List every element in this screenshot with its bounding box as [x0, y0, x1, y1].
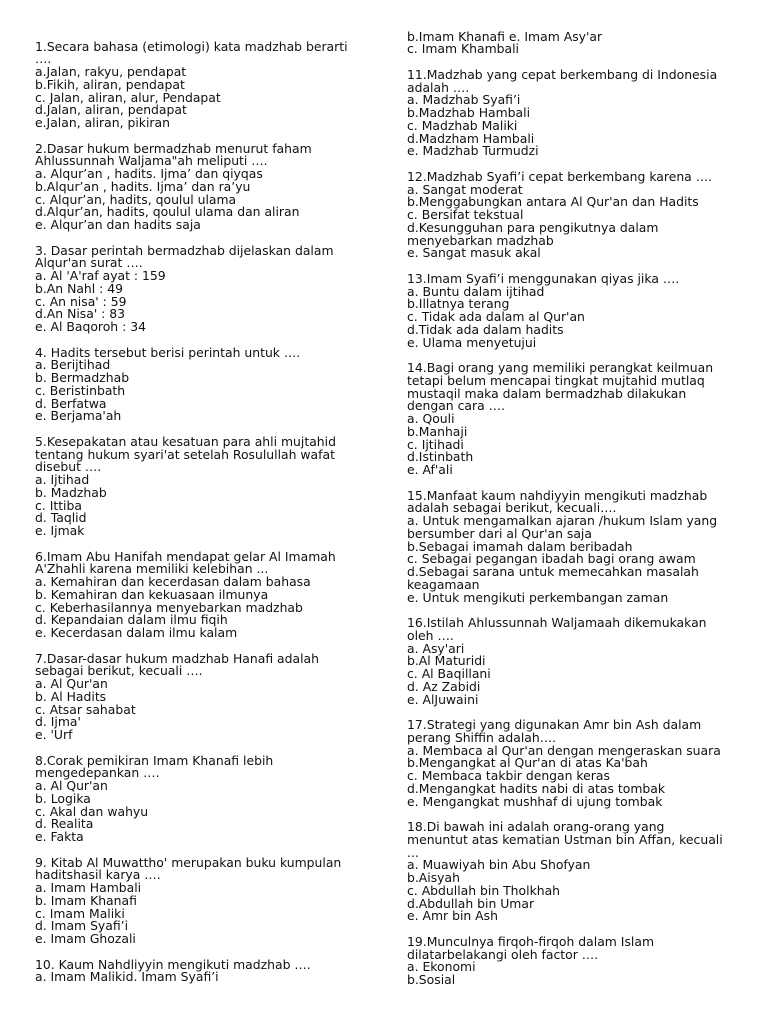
question-stem-line: Alqur'an surat …. — [35, 255, 143, 271]
answer-option-line: a. Untuk mengamalkan ajaran /hukum Islam yang — [407, 513, 718, 528]
answer-option: d. Ijma' — [35, 714, 81, 730]
answer-option: d. Az Zabidi — [407, 678, 481, 694]
answer-option: e. Madzhab Turmudzi — [407, 143, 539, 159]
answer-option: c. Akal dan wahyu — [35, 803, 149, 819]
answer-option: c. Membaca takbir dengan keras — [407, 768, 610, 783]
answer-option: c. Madzhab Maliki — [407, 117, 518, 133]
question-11 — [407, 66, 752, 159]
answer-option: a. Al 'A'raf ayat : 159 — [35, 268, 166, 283]
question-stem-line: 2.Dasar hukum bermadzhab menurut faham — [35, 140, 312, 156]
answer-option: d.An Nisa' : 83 — [35, 306, 126, 322]
answer-option: c. Jalan, aliran, alur, Pendapat — [35, 89, 221, 105]
question-stem-line: 17.Strategi yang digunakan Amr bin Ash dalam — [407, 717, 702, 732]
question-stem-line: 3. Dasar perintah bermadzhab dijelaskan dalam — [35, 242, 334, 258]
answer-option: e. AlJuwaini — [407, 691, 479, 707]
answer-option: b.Sosial — [407, 972, 456, 987]
answer-option: c. Imam Khambali — [407, 41, 519, 57]
answer-option: b.Madzhab Hambali — [407, 105, 531, 120]
question-stem-line: dengan cara …. — [407, 398, 505, 414]
answer-option: b.Aisyah — [407, 870, 460, 885]
question-15 — [407, 487, 752, 605]
answer-option: e. Alqur’an dan hadits saja — [35, 217, 201, 232]
answer-option: a. Imam Hambali — [35, 880, 142, 895]
question-stem-line: tetapi belum mencapai tingkat mujtahid mutlaq — [407, 372, 705, 388]
answer-option: e. Amr bin Ash — [407, 908, 498, 924]
question-13 — [407, 270, 752, 350]
question-3 — [35, 242, 380, 334]
answer-option: b.Mengangkat al Qur'an di atas Ka'bah — [407, 755, 648, 771]
answer-option: b. Al Hadits — [35, 688, 107, 704]
answer-option: b. Imam Khanafi — [35, 892, 137, 908]
question-stem-line: 7.Dasar-dasar hukum madzhab Hanafi adalah — [35, 650, 319, 666]
question-stem-line: 14.Bagi orang yang memiliki perangkat keilmuan — [407, 360, 714, 375]
question-stem-line: 9. Kitab Al Muwattho' merupakan buku kumpulan — [35, 854, 342, 870]
answer-option: b.Manhaji — [407, 423, 468, 439]
question-stem-line: Ahlussunnah Waljama"ah meliputi …. — [35, 153, 268, 169]
answer-option: b.Al Maturidi — [407, 653, 486, 669]
answer-option: a. Buntu dalam ijtihad — [407, 283, 545, 299]
answer-option: d. Berfatwa — [35, 395, 107, 411]
answer-option: e. Fakta — [35, 829, 84, 844]
left-column — [35, 38, 380, 997]
question-stem-line: 19.Munculnya firqoh-firqoh dalam Islam — [407, 933, 655, 949]
answer-option-line: bersumber dari al Qur'an saja — [407, 525, 592, 541]
question-stem-line: perang Shiffin adalah…. — [407, 729, 557, 745]
question-6 — [35, 548, 380, 640]
answer-option: d.Alqur’an, hadits, qoulul ulama dan aliran — [35, 204, 300, 220]
question-5 — [35, 433, 380, 538]
question-stem-line: 10. Kaum Nahdliyyin mengikuti madzhab …. — [35, 956, 311, 972]
question-stem-line: 18.Di bawah ini adalah orang-orang yang — [407, 819, 665, 834]
answer-option: e. Sangat masuk akal — [407, 245, 541, 261]
answer-option: b.An Nahl : 49 — [35, 280, 124, 296]
question-4 — [35, 344, 380, 424]
question-19 — [407, 933, 752, 987]
question-stem-line: oleh …. — [407, 627, 454, 643]
answer-option: e. Untuk mengikuti perkembangan zaman — [407, 589, 669, 605]
answer-option: c. Alqur’an, hadits, qoulul ulama — [35, 191, 237, 207]
answer-option-line: d.Sebagai sarana untuk memecahkan masalah — [407, 564, 699, 579]
question-14 — [407, 362, 752, 477]
answer-option: a. Sangat moderat — [407, 181, 523, 197]
question-stem-line: ... — [407, 844, 419, 860]
question-stem-line: menuntut atas kematian Ustman bin Affan, kecuali — [407, 831, 723, 847]
answer-option: a.Jalan, rakyu, pendapat — [35, 64, 187, 79]
question-2 — [35, 140, 380, 232]
answer-option: e. Imam Ghozali — [35, 931, 136, 946]
question-1 — [35, 38, 380, 130]
answer-option: b.Menggabungkan antara Al Qur'an dan Hadits — [407, 194, 699, 210]
answer-option: a. Berijtihad — [35, 357, 111, 373]
question-stem-line: A'Zhahli karena memiliki kelebihan ... — [35, 561, 269, 577]
question-stem-line: 12.Madzhab Syafi’i cepat berkembang karena …. — [407, 168, 713, 184]
answer-option: e. 'Urf — [35, 727, 73, 742]
answer-option: c. Atsar sahabat — [35, 701, 136, 717]
answer-option: c. Tidak ada dalam al Qur'an — [407, 309, 585, 324]
answer-option: b.Alqur’an , hadits. Ijma’ dan ra’yu — [35, 178, 251, 194]
answer-option: a. Ekonomi — [407, 959, 476, 975]
answer-option: a. Muawiyah bin Abu Shofyan — [407, 857, 591, 873]
answer-option: c. An nisa' : 59 — [35, 293, 127, 309]
question-18 — [407, 821, 752, 923]
answer-option-line: menyebarkan madzhab — [407, 232, 554, 248]
question-stem-line: 13.Imam Syafi’i menggunakan qiyas jika …. — [407, 270, 680, 286]
answer-option: b. Logika — [35, 790, 91, 806]
answer-option: a. Alqur’an , hadits. Ijma’ dan qiyqas — [35, 166, 263, 181]
answer-option: b. Madzhab — [35, 484, 107, 500]
question-stem-line: 11.Madzhab yang cepat berkembang di Indonesia — [407, 66, 718, 82]
question-stem-line: haditshasil karya …. — [35, 867, 161, 883]
question-stem-line: …. — [35, 51, 52, 67]
answer-option: a. Asy'ari — [407, 640, 465, 656]
question-stem-line: tentang hukum syari'at setelah Rosulullah wafat — [35, 446, 335, 462]
answer-option: c. Al Baqillani — [407, 666, 491, 681]
answer-option: e. Ulama menyetujui — [407, 334, 537, 350]
answer-option — [407, 515, 752, 541]
answer-option: a. Qouli — [407, 411, 455, 426]
answer-option — [407, 219, 752, 248]
answer-option: e. Ijmak — [35, 523, 85, 538]
answer-option: b. Bermadzhab — [35, 370, 130, 385]
answer-option: d.Jalan, aliran, pendapat — [35, 102, 187, 118]
question-7 — [35, 650, 380, 742]
question-stem-line: 15.Manfaat kaum nahdiyyin mengikuti madzhab — [407, 487, 708, 503]
question-10-continued — [407, 28, 752, 57]
answer-option: d.Abdullah bin Umar — [407, 895, 535, 911]
question-stem-line: 6.Imam Abu Hanifah mendapat gelar Al Imamah — [35, 548, 336, 564]
question-10 — [35, 956, 380, 985]
question-stem-line: 4. Hadits tersebut berisi perintah untuk …. — [35, 344, 301, 360]
answer-option: e. Mengangkat mushhaf di ujung tombak — [407, 793, 663, 809]
answer-option: b.Imam Khanafi e. Imam Asy'ar — [407, 28, 603, 44]
answer-option: e. Berjama'ah — [35, 408, 122, 424]
answer-option: a. Madzhab Syafi’i — [407, 92, 521, 108]
question-8 — [35, 752, 380, 844]
answer-option-line: d.Kesungguhan para pengikutnya dalam — [407, 219, 659, 235]
right-column — [407, 28, 752, 1000]
answer-option: c. Ijtihadi — [407, 436, 464, 452]
question-stem-line: mengedepankan …. — [35, 765, 160, 781]
answer-option: d. Realita — [35, 816, 94, 832]
answer-option: e.Jalan, aliran, pikiran — [35, 115, 170, 130]
answer-option: c. Abdullah bin Tholkhah — [407, 882, 561, 898]
question-9 — [35, 854, 380, 946]
answer-option: d. Kepandaian dalam ilmu fiqih — [35, 612, 228, 628]
question-16 — [407, 617, 752, 706]
answer-option-line: keagamaan — [407, 576, 480, 592]
answer-option: d.Istinbath — [407, 449, 474, 465]
question-stem-line: 8.Corak pemikiran Imam Khanafi lebih — [35, 752, 274, 768]
answer-option: b. Kemahiran dan kekuasaan ilmunya — [35, 586, 269, 602]
question-stem-line: adalah sebagai berikut, kecuali…. — [407, 500, 617, 516]
answer-option: e. Af'ali — [407, 462, 453, 477]
answer-option: c. Beristinbath — [35, 382, 126, 398]
answer-option: a. Imam Malikid. Imam Syafi’i — [35, 969, 219, 985]
answer-option: a. Membaca al Qur'an dengan mengeraskan suara — [407, 742, 721, 758]
answer-option: a. Ijtihad — [35, 472, 90, 487]
answer-option: b.Fikih, aliran, pendapat — [35, 76, 185, 92]
question-stem-line: disebut …. — [35, 459, 102, 475]
question-stem-line: 16.Istilah Ahlussunnah Waljamaah dikemukakan — [407, 615, 707, 630]
question-stem-line: dilatarbelakangi oleh factor …. — [407, 946, 599, 962]
answer-option: c. Imam Maliki — [35, 905, 125, 921]
answer-option: a. Al Qur'an — [35, 676, 108, 691]
answer-option: d.Madzham Hambali — [407, 130, 535, 146]
question-stem-line: 1.Secara bahasa (etimologi) kata madzhab berarti — [35, 38, 348, 54]
answer-option: d.Mengangkat hadits nabi di atas tombak — [407, 780, 666, 796]
question-stem-line: sebagai berikut, kecuali …. — [35, 663, 203, 679]
answer-option: b.Sebagai imamah dalam beribadah — [407, 538, 633, 554]
answer-option: e. Al Baqoroh : 34 — [35, 319, 146, 334]
answer-option: d. Taqlid — [35, 510, 87, 526]
answer-option: b.Illatnya terang — [407, 296, 510, 312]
question-stem-line: adalah …. — [407, 79, 470, 95]
answer-option: d.Tidak ada dalam hadits — [407, 321, 564, 337]
answer-option: d. Imam Syafi’i — [35, 918, 129, 934]
answer-option: c. Keberhasilannya menyebarkan madzhab — [35, 599, 303, 615]
answer-option: c. Ittiba — [35, 497, 82, 513]
question-12 — [407, 168, 752, 261]
question-17 — [407, 719, 752, 808]
answer-option: a. Kemahiran dan kecerdasan dalam bahasa — [35, 574, 311, 589]
answer-option: c. Bersifat tekstual — [407, 207, 524, 222]
answer-option: a. Al Qur'an — [35, 778, 108, 793]
answer-option: e. Kecerdasan dalam ilmu kalam — [35, 625, 238, 640]
answer-option: c. Sebagai pegangan ibadah bagi orang awam — [407, 551, 696, 567]
answer-option — [407, 566, 752, 592]
question-stem-line: 5.Kesepakatan atau kesatuan para ahli mujtahid — [35, 433, 336, 449]
question-stem-line: mustaqil maka dalam bermadzhab dilakukan — [407, 385, 687, 401]
